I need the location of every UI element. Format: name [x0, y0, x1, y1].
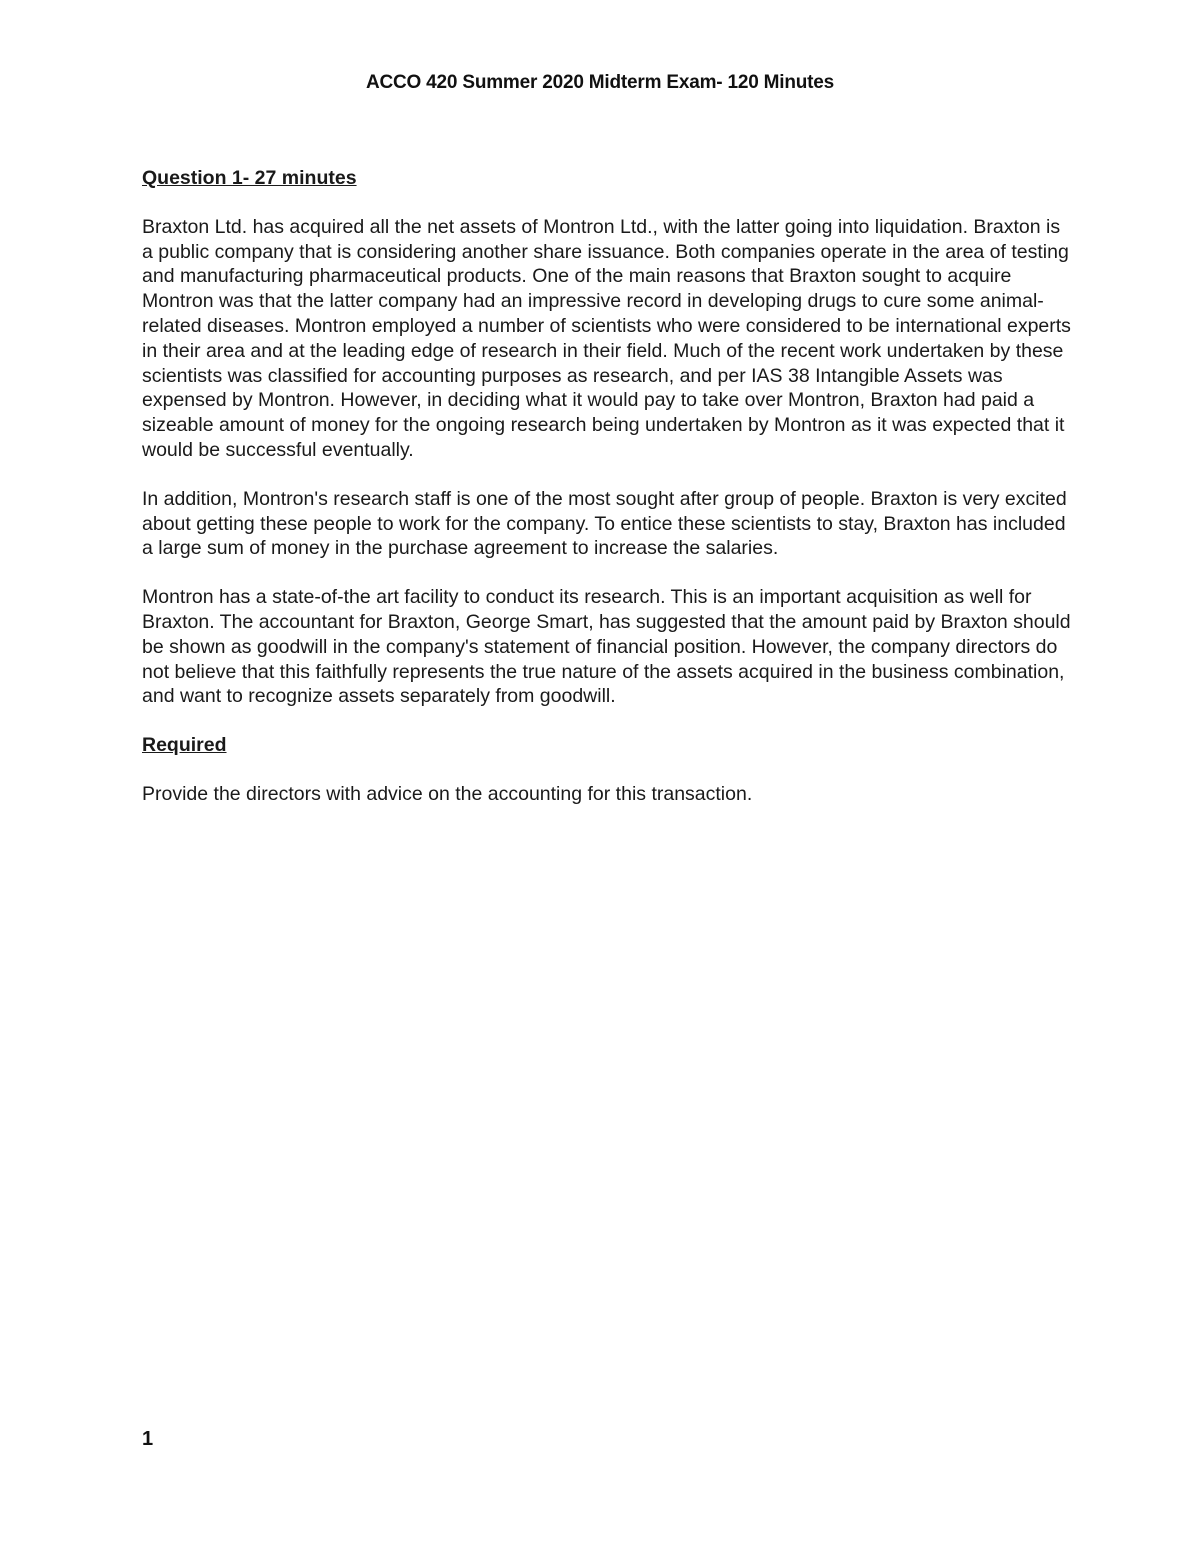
required-text: Provide the directors with advice on the accounting for this transaction. — [142, 782, 753, 805]
document-body — [142, 166, 1072, 831]
paragraph-2: In addition, Montron's research staff is one of the most sought after group of people. Braxton is very excited about getting these people to work for the company. To entice these scientists to stay, Braxton has included a large sum of money in the purchase agreement to increase the salaries. — [142, 487, 1067, 560]
exam-header: ACCO 420 Summer 2020 Midterm Exam- 120 Minutes — [365, 72, 835, 93]
paragraph-3: Montron has a state-of-the art facility to conduct its research. This is an important acquisition as well for Braxton. The accountant for Braxton, George Smart, has suggested that the amount paid by Braxton should be shown as goodwill in the company's statement of financial position. However, the company directors do not believe that this faithfully represents the true nature of the assets acquired in the business combination, and want to recognize assets separately from goodwill. — [142, 586, 1071, 708]
paragraph-1: Braxton Ltd. has acquired all the net assets of Montron Ltd., with the latter going into liquidation. Braxton is a public company that is considering another share issuance. Both companies operate in the area of testing and manufacturing pharmaceutical products. One of the main reasons that Braxton sought to acquire Montron was that the latter company had an impressive record in developing drugs to cure some animal-related diseases. Montron employed a number of scientists who were considered to be international experts in their area and at the leading edge of research in their field. Much of the recent work undertaken by these scientists was classified for accounting purposes as research, and per IAS 38 Intangible Assets was expensed by Montron. However, in deciding what it would pay to take over Montron, Braxton had paid a sizeable amount of money for the ongoing research being undertaken by Montron as it was expected that it would be successful eventually. — [142, 215, 1071, 461]
required-heading: Required — [142, 734, 227, 757]
question-heading: Question 1- 27 minutes — [142, 167, 357, 189]
page-number: 1 — [142, 1428, 154, 1450]
